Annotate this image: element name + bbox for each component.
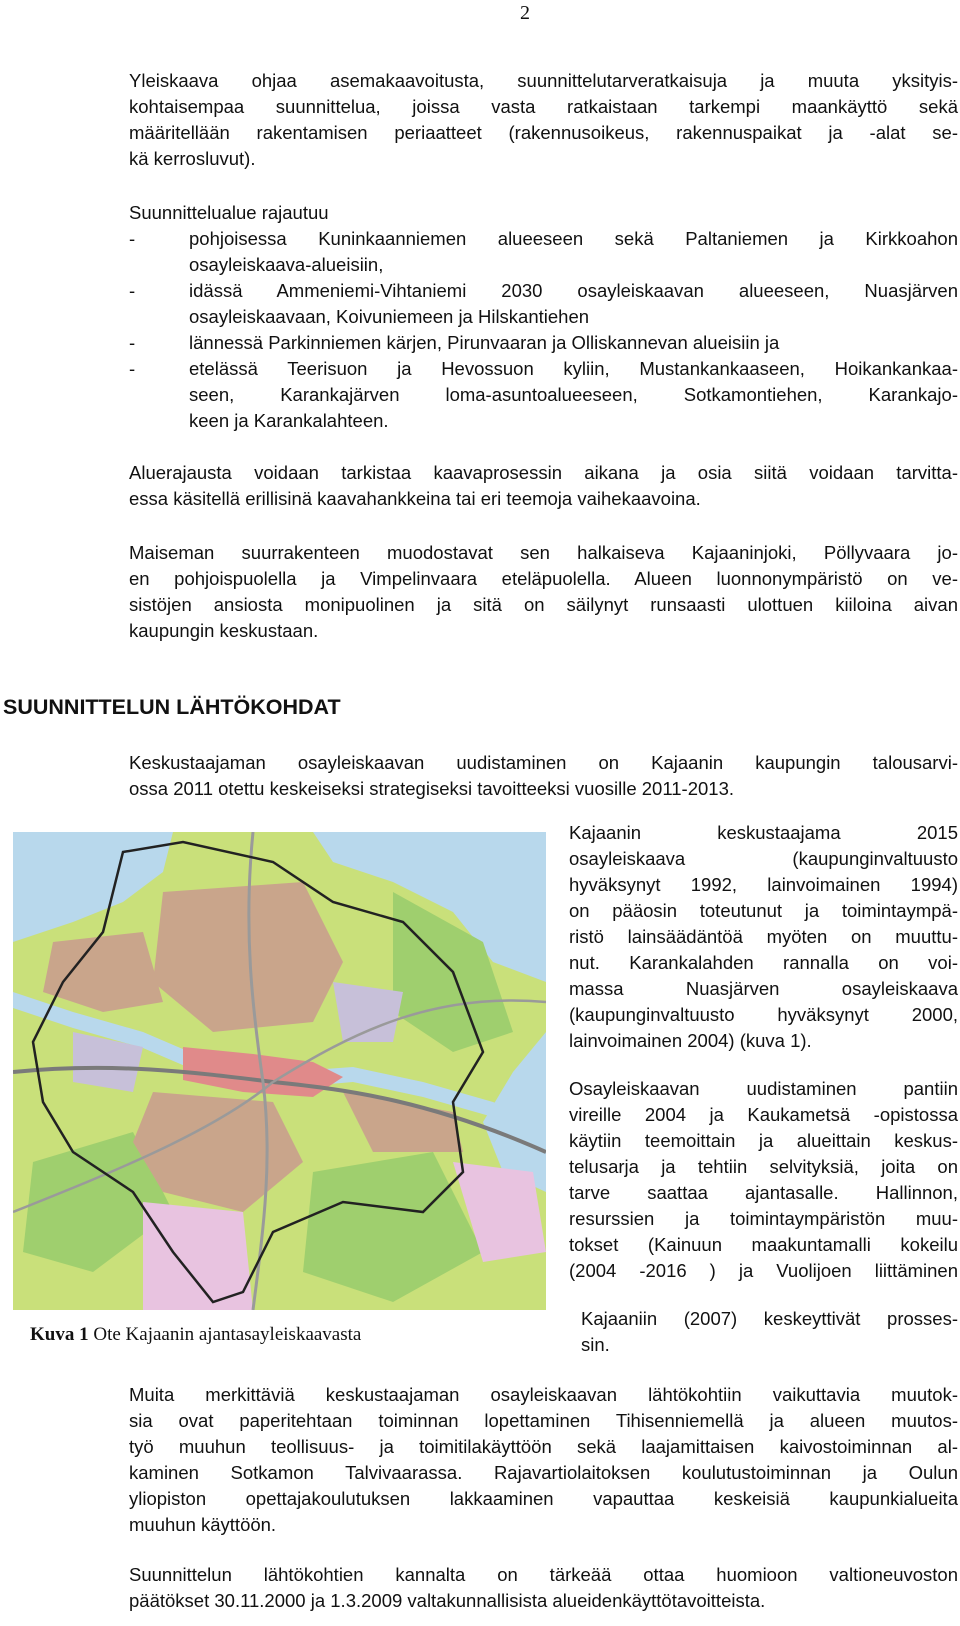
paragraph-renewal	[129, 750, 958, 802]
text-line: työ muuhun teollisuus- ja toimitilakäyttöön sekä laajamittaisen kaivostoiminnan al-	[129, 1436, 958, 1457]
text-line: päätökset 30.11.2000 ja 1.3.2009 valtakunnallisista alueidenkäyttötavoitteista.	[129, 1590, 766, 1611]
text-line: Suunnittelun lähtökohtien kannalta on tärkeää ottaa huomioon valtioneuvoston	[129, 1564, 958, 1585]
list-item: - lännessä Parkinniemen kärjen, Pirunvaaran ja Olliskannevan alueisiin ja	[129, 330, 958, 356]
text-line: Kajaanin keskustaajama 2015	[569, 822, 958, 843]
text-line: Keskustaajaman osayleiskaavan uudistaminen on Kajaanin kaupungin talousarvi-	[129, 752, 958, 773]
text-line: sia ovat paperitehtaan toiminnan lopettaminen Tihisenniemellä ja alueen muutos-	[129, 1410, 958, 1431]
text-line: kohtaisempaa suunnittelua, joissa vasta ratkaistaan tarkempi maankäyttö sekä	[129, 96, 958, 117]
text-line: sistöjen ansiosta monipuolinen ja sitä on säilynyt runsaasti ulottuen kiiloina aivan	[129, 594, 958, 615]
text-line: tarve saattaa ajantasalle. Hallinnon,	[569, 1182, 958, 1203]
text-line: osayleiskaava (kaupunginvaltuusto	[569, 848, 958, 869]
paragraph-general-plan	[129, 68, 958, 172]
text-line: en pohjoispuolella ja Vimpelinvaara eteläpuolella. Alueen luonnonympäristö on ve-	[129, 568, 958, 589]
text-line: idässä Ammeniemi-Vihtaniemi 2030 osayleiskaavan alueeseen, Nuasjärven	[189, 280, 958, 301]
paragraph-other-changes	[129, 1382, 958, 1538]
text-line: pohjoisessa Kuninkaanniemen alueeseen sekä Paltaniemen ja Kirkkoahon	[189, 228, 958, 249]
text-line: etelässä Teerisuon ja Hevossuon kyliin, Mustankankaaseen, Hoikankankaa-	[189, 358, 958, 379]
text-line: yliopiston opettajakoulutuksen lakkaaminen vapauttaa keskeisiä kaupunkialueita	[129, 1488, 958, 1509]
text-line: tokset (Kainuun maakuntamalli kokeilu	[569, 1234, 958, 1255]
text-line: muuhun käyttöön.	[129, 1514, 277, 1535]
page-number: 2	[520, 2, 530, 24]
text-line: seen, Karankajärven loma-asuntoalueeseen, Sotkamontiehen, Karankajo-	[189, 384, 958, 405]
map-industrial-area	[333, 982, 403, 1042]
text-line: Kajaaniin (2007) keskeyttivät prosses-	[581, 1308, 958, 1329]
text-line: määritellään rakentamisen periaatteet (rakennusoikeus, rakennuspaikat ja -alat se-	[129, 122, 958, 143]
text-line: Osayleiskaavan uudistaminen pantiin	[569, 1078, 958, 1099]
side-paragraph-current-plan	[569, 820, 958, 1054]
figure-caption	[30, 1324, 530, 1346]
caption-text: Ote Kajaanin ajantasayleiskaavasta	[88, 1324, 362, 1345]
text-line: Yleiskaava ohjaa asemakaavoitusta, suunnittelutarveratkaisuja ja muuta yksityis-	[129, 70, 958, 91]
text-line: käytiin teemoittain ja alueittain keskus-	[569, 1130, 958, 1151]
text-line: ossa 2011 otettu keskeiseksi strategiseksi tavoitteeksi vuosille 2011-2013.	[129, 778, 735, 799]
paragraph-landscape	[129, 540, 958, 644]
text-line: nut. Karankalahden rannalla on voi-	[569, 952, 958, 973]
text-line: (kaupunginvaltuusto hyväksynyt 2000,	[569, 1004, 958, 1025]
text-line: osayleiskaavaan, Koivuniemeen ja Hilskantiehen	[189, 306, 590, 327]
text-line: Aluerajausta voidaan tarkistaa kaavaprosessin aikana ja osia siitä voidaan tarvitta-	[129, 462, 958, 483]
text-line: Maiseman suurrakenteen muodostavat sen halkaiseva Kajaaninjoki, Pöllyvaara jo-	[129, 542, 958, 563]
paragraph-boundary-review	[129, 460, 958, 512]
text-line: lännessä Parkinniemen kärjen, Pirunvaaran ja Olliskannevan alueisiin ja	[189, 332, 780, 353]
text-line: kaupungin keskustaan.	[129, 620, 319, 641]
text-line: kaminen Sotkamon Talvivaarassa. Rajavartiolaitoksen koulutustoiminnan ja Oulun	[129, 1462, 958, 1483]
text-line: telusarja ja tehtiin selvityksiä, joita on	[569, 1156, 958, 1177]
boundary-intro: Suunnittelualue rajautuu	[129, 202, 329, 223]
text-line: lainvoimainen 2004) (kuva 1).	[569, 1030, 812, 1051]
text-line: keen ja Karankalahteen.	[189, 410, 389, 431]
text-line: (2004 -2016 ) ja Vuolijoen liittäminen	[569, 1260, 958, 1281]
text-line: essa käsitellä erillisinä kaavahankkeina tai eri teemoja vaihekaavoina.	[129, 488, 701, 509]
text-line: osayleiskaava-alueisiin,	[189, 254, 384, 275]
text-line: ristö lainsäädäntöä myöten on muuttu-	[569, 926, 958, 947]
list-item: - etelässä Teerisuon ja Hevossuon kyliin, Mustankankaaseen, Hoikankankaa- seen, Karankajärven loma-asuntoalueeseen, Sotkamontiehen, Karankajo- keen ja Karankalahteen.	[129, 356, 958, 434]
text-line: hyväksynyt 1992, lainvoimainen 1994)	[569, 874, 958, 895]
list-item: - idässä Ammeniemi-Vihtaniemi 2030 osayleiskaavan alueeseen, Nuasjärven osayleiskaavaan, Koivuniemeen ja Hilskantiehen	[129, 278, 958, 330]
text-line: resurssien ja toimintaympäristön muu-	[569, 1208, 958, 1229]
paragraph-government-decisions	[129, 1562, 958, 1614]
text-line: massa Nuasjärven osayleiskaava	[569, 978, 958, 999]
caption-label: Kuva 1	[30, 1324, 89, 1345]
text-line: vireille 2004 ja Kaukametsä -opistossa	[569, 1104, 958, 1125]
plan-map-figure	[13, 832, 546, 1310]
text-line: on pääosin toteutunut ja toimintaympä-	[569, 900, 958, 921]
side-paragraph-renewal-history	[569, 1076, 958, 1284]
text-line: sin.	[581, 1334, 610, 1355]
boundary-list	[129, 200, 958, 434]
text-line: Muita merkittäviä keskustaajaman osayleiskaavan lähtökohtiin vaikuttavia muutok-	[129, 1384, 958, 1405]
text-line: kä kerrosluvut).	[129, 148, 256, 169]
side-paragraph-continuation	[581, 1306, 958, 1358]
list-item: - pohjoisessa Kuninkaanniemen alueeseen sekä Paltaniemen ja Kirkkoahon osayleiskaava-alueisiin,	[129, 226, 958, 278]
section-heading: SUUNNITTELUN LÄHTÖKOHDAT	[3, 695, 341, 719]
